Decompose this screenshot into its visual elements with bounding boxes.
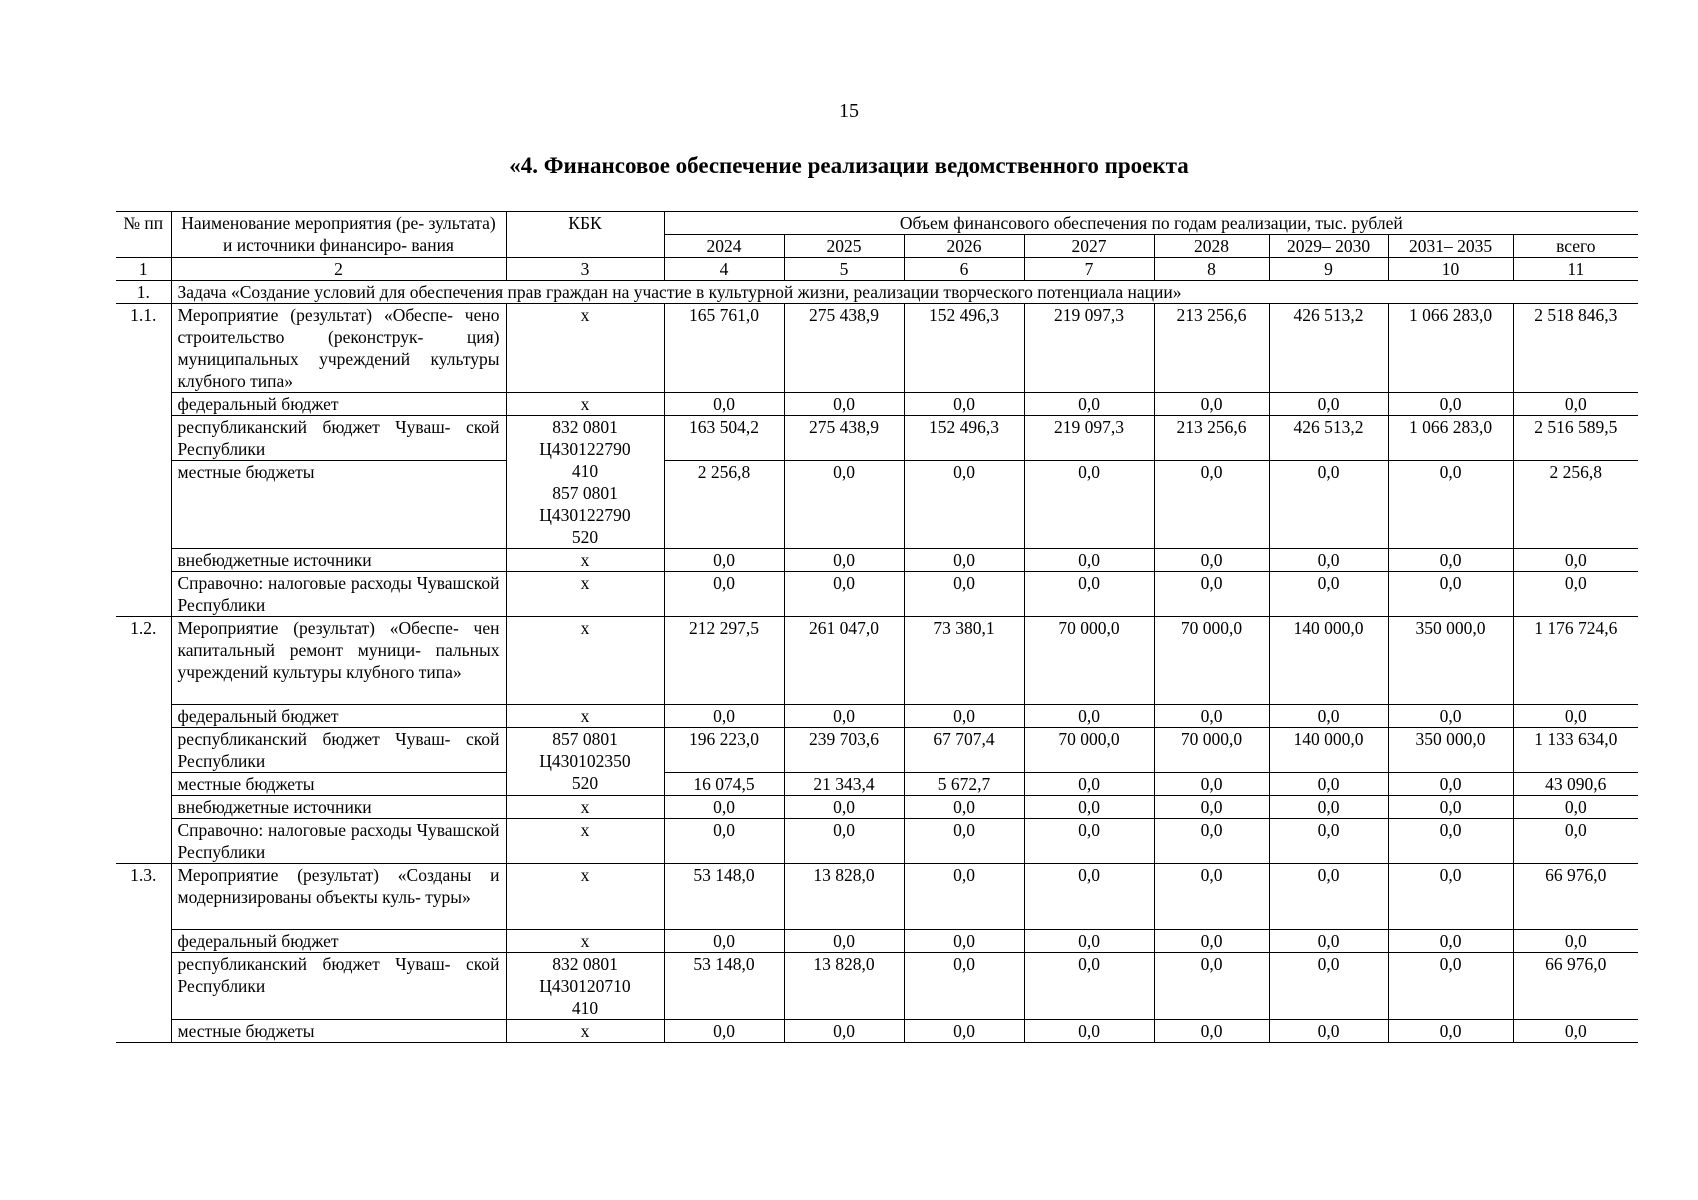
header-volume: Объем финансового обеспечения по годам реализации, тыс. рублей bbox=[664, 212, 1638, 235]
kbk-code: x bbox=[506, 796, 664, 819]
total-value: 1 176 724,6 bbox=[1513, 617, 1638, 705]
year-value: 0,0 bbox=[1269, 549, 1388, 572]
funding-source-row bbox=[116, 728, 1638, 773]
year-value: 0,0 bbox=[1269, 773, 1388, 796]
funding-source-row bbox=[116, 1020, 1638, 1043]
header-year: 2025 bbox=[784, 235, 904, 258]
year-value: 0,0 bbox=[784, 796, 904, 819]
column-numbers-row bbox=[116, 258, 1638, 281]
year-value: 0,0 bbox=[784, 393, 904, 416]
year-value: 0,0 bbox=[904, 1020, 1024, 1043]
year-value: 0,0 bbox=[1388, 549, 1513, 572]
year-value: 261 047,0 bbox=[784, 617, 904, 705]
kbk-code: x bbox=[506, 393, 664, 416]
year-value: 0,0 bbox=[1269, 1020, 1388, 1043]
year-value: 13 828,0 bbox=[784, 953, 904, 1020]
year-value: 0,0 bbox=[1024, 953, 1154, 1020]
funding-source-name: федеральный бюджет bbox=[171, 393, 506, 416]
year-value: 1 066 283,0 bbox=[1388, 304, 1513, 393]
year-value: 5 672,7 bbox=[904, 773, 1024, 796]
kbk-code: x bbox=[506, 549, 664, 572]
kbk-code: x bbox=[506, 705, 664, 728]
year-value: 70 000,0 bbox=[1024, 728, 1154, 773]
kbk-code-line: 410 bbox=[571, 998, 599, 1018]
column-number: 7 bbox=[1024, 258, 1154, 281]
task-text: Задача «Создание условий для обеспечения прав граждан на участие в культурной жизни, реализации творческого потенциала нации» bbox=[171, 281, 1638, 304]
year-value: 0,0 bbox=[1024, 705, 1154, 728]
year-value: 0,0 bbox=[784, 1020, 904, 1043]
year-value: 0,0 bbox=[904, 393, 1024, 416]
kbk-code-line: 832 0801 bbox=[552, 417, 618, 437]
year-value: 73 380,1 bbox=[904, 617, 1024, 705]
column-number: 9 bbox=[1269, 258, 1388, 281]
kbk-code-line: Ц430122790 bbox=[539, 505, 631, 525]
year-value: 16 074,5 bbox=[664, 773, 784, 796]
funding-source-name: республиканский бюджет Чуваш- ской Республики bbox=[171, 416, 506, 461]
year-value: 0,0 bbox=[1269, 705, 1388, 728]
year-value: 0,0 bbox=[904, 549, 1024, 572]
year-value: 140 000,0 bbox=[1269, 617, 1388, 705]
header-year: 2031– 2035 bbox=[1388, 235, 1513, 258]
header-year: 2029– 2030 bbox=[1269, 235, 1388, 258]
total-value: 0,0 bbox=[1513, 1020, 1638, 1043]
year-value: 0,0 bbox=[1388, 819, 1513, 864]
year-value: 0,0 bbox=[1154, 549, 1269, 572]
funding-source-name: Справочно: налоговые расходы Чувашской Республики bbox=[171, 572, 506, 617]
financing-table bbox=[116, 211, 1638, 1043]
year-value: 0,0 bbox=[1154, 864, 1269, 930]
total-value: 66 976,0 bbox=[1513, 864, 1638, 930]
year-value: 67 707,4 bbox=[904, 728, 1024, 773]
measure-row bbox=[116, 617, 1638, 705]
kbk-code bbox=[506, 416, 664, 549]
kbk-code-line: Ц430120710 bbox=[539, 976, 631, 996]
funding-source-name: местные бюджеты bbox=[171, 1020, 506, 1043]
year-value: 0,0 bbox=[664, 1020, 784, 1043]
column-number: 5 bbox=[784, 258, 904, 281]
year-value: 0,0 bbox=[784, 572, 904, 617]
kbk-code-line: 410 bbox=[571, 461, 599, 481]
kbk-code-line: 857 0801 bbox=[552, 729, 618, 749]
header-row bbox=[116, 212, 1638, 235]
funding-source-row bbox=[116, 549, 1638, 572]
total-value: 2 516 589,5 bbox=[1513, 416, 1638, 461]
funding-source-name: республиканский бюджет Чуваш- ской Республики bbox=[171, 728, 506, 773]
year-value: 0,0 bbox=[904, 705, 1024, 728]
year-value: 0,0 bbox=[664, 930, 784, 953]
header-year: 2024 bbox=[664, 235, 784, 258]
funding-source-name: местные бюджеты bbox=[171, 773, 506, 796]
column-number: 1 bbox=[116, 258, 171, 281]
year-value: 0,0 bbox=[1154, 461, 1269, 549]
funding-source-row bbox=[116, 930, 1638, 953]
total-value: 2 256,8 bbox=[1513, 461, 1638, 549]
total-value: 0,0 bbox=[1513, 705, 1638, 728]
year-value: 0,0 bbox=[1388, 461, 1513, 549]
total-value: 1 133 634,0 bbox=[1513, 728, 1638, 773]
column-number: 11 bbox=[1513, 258, 1638, 281]
funding-source-row bbox=[116, 819, 1638, 864]
year-value: 275 438,9 bbox=[784, 304, 904, 393]
measure-number: 1.1. bbox=[116, 304, 171, 617]
funding-source-row bbox=[116, 705, 1638, 728]
year-value: 0,0 bbox=[1154, 930, 1269, 953]
year-value: 0,0 bbox=[1269, 461, 1388, 549]
funding-source-name: федеральный бюджет bbox=[171, 930, 506, 953]
header-name: Наименование мероприятия (ре- зультата) и источники финансиро- вания bbox=[171, 212, 506, 258]
year-value: 0,0 bbox=[1388, 393, 1513, 416]
year-value: 0,0 bbox=[664, 796, 784, 819]
year-value: 0,0 bbox=[1388, 953, 1513, 1020]
measure-number: 1.3. bbox=[116, 864, 171, 1043]
year-value: 0,0 bbox=[1154, 773, 1269, 796]
total-value: 0,0 bbox=[1513, 549, 1638, 572]
year-value: 0,0 bbox=[664, 549, 784, 572]
total-value: 66 976,0 bbox=[1513, 953, 1638, 1020]
kbk-code-line: Ц430122790 bbox=[539, 439, 631, 459]
year-value: 239 703,6 bbox=[784, 728, 904, 773]
funding-source-row bbox=[116, 953, 1638, 1020]
year-value: 0,0 bbox=[1269, 819, 1388, 864]
year-value: 0,0 bbox=[1154, 572, 1269, 617]
funding-source-row bbox=[116, 796, 1638, 819]
year-value: 0,0 bbox=[1269, 393, 1388, 416]
measure-name: Мероприятие (результат) «Обеспе- чено строительство (реконструк- ция) муниципальных учреждений культуры клубного типа» bbox=[171, 304, 506, 393]
year-value: 2 256,8 bbox=[664, 461, 784, 549]
year-value: 140 000,0 bbox=[1269, 728, 1388, 773]
year-value: 0,0 bbox=[1154, 953, 1269, 1020]
year-value: 213 256,6 bbox=[1154, 304, 1269, 393]
year-value: 0,0 bbox=[1269, 796, 1388, 819]
year-value: 0,0 bbox=[1269, 953, 1388, 1020]
funding-source-name: Справочно: налоговые расходы Чувашской Республики bbox=[171, 819, 506, 864]
year-value: 0,0 bbox=[1388, 705, 1513, 728]
measure-row bbox=[116, 304, 1638, 393]
column-number: 3 bbox=[506, 258, 664, 281]
year-value: 0,0 bbox=[904, 930, 1024, 953]
measure-name: Мероприятие (результат) «Созданы и модернизированы объекты куль- туры» bbox=[171, 864, 506, 930]
year-value: 0,0 bbox=[784, 461, 904, 549]
kbk-code: x bbox=[506, 819, 664, 864]
header-year: 2026 bbox=[904, 235, 1024, 258]
header-year: 2028 bbox=[1154, 235, 1269, 258]
year-value: 0,0 bbox=[1154, 819, 1269, 864]
year-value: 0,0 bbox=[1154, 705, 1269, 728]
funding-source-name: местные бюджеты bbox=[171, 461, 506, 549]
year-value: 53 148,0 bbox=[664, 864, 784, 930]
year-value: 70 000,0 bbox=[1024, 617, 1154, 705]
year-value: 0,0 bbox=[1024, 549, 1154, 572]
year-value: 0,0 bbox=[1154, 796, 1269, 819]
year-value: 0,0 bbox=[1388, 572, 1513, 617]
year-value: 70 000,0 bbox=[1154, 728, 1269, 773]
total-value: 0,0 bbox=[1513, 572, 1638, 617]
kbk-code-line: Ц430102350 bbox=[539, 751, 631, 771]
year-value: 0,0 bbox=[664, 705, 784, 728]
year-value: 0,0 bbox=[1154, 393, 1269, 416]
year-value: 165 761,0 bbox=[664, 304, 784, 393]
total-value: 0,0 bbox=[1513, 796, 1638, 819]
year-value: 213 256,6 bbox=[1154, 416, 1269, 461]
year-value: 0,0 bbox=[1388, 796, 1513, 819]
kbk-code: x bbox=[506, 864, 664, 930]
year-value: 212 297,5 bbox=[664, 617, 784, 705]
year-value: 0,0 bbox=[1024, 864, 1154, 930]
year-value: 219 097,3 bbox=[1024, 416, 1154, 461]
year-value: 426 513,2 bbox=[1269, 416, 1388, 461]
column-number: 8 bbox=[1154, 258, 1269, 281]
total-value: 0,0 bbox=[1513, 393, 1638, 416]
year-value: 0,0 bbox=[1154, 1020, 1269, 1043]
kbk-code bbox=[506, 953, 664, 1020]
kbk-code: x bbox=[506, 930, 664, 953]
year-value: 0,0 bbox=[1388, 1020, 1513, 1043]
year-value: 0,0 bbox=[904, 819, 1024, 864]
year-value: 0,0 bbox=[1024, 461, 1154, 549]
funding-source-name: федеральный бюджет bbox=[171, 705, 506, 728]
measure-name: Мероприятие (результат) «Обеспе- чен капитальный ремонт муници- пальных учреждений культуры клубного типа» bbox=[171, 617, 506, 705]
year-value: 0,0 bbox=[1024, 773, 1154, 796]
year-value: 0,0 bbox=[1024, 796, 1154, 819]
header-kbk: КБК bbox=[506, 212, 664, 258]
year-value: 13 828,0 bbox=[784, 864, 904, 930]
year-value: 0,0 bbox=[1269, 864, 1388, 930]
task-number: 1. bbox=[116, 281, 171, 304]
year-value: 0,0 bbox=[904, 461, 1024, 549]
year-value: 0,0 bbox=[1024, 572, 1154, 617]
kbk-code-line: 857 0801 bbox=[552, 483, 618, 503]
year-value: 152 496,3 bbox=[904, 416, 1024, 461]
year-value: 0,0 bbox=[784, 549, 904, 572]
kbk-code-line: 520 bbox=[571, 527, 599, 547]
year-value: 219 097,3 bbox=[1024, 304, 1154, 393]
column-number: 2 bbox=[171, 258, 506, 281]
document-title: «4. Финансовое обеспечение реализации ведомственного проекта bbox=[509, 153, 1189, 178]
year-value: 152 496,3 bbox=[904, 304, 1024, 393]
year-value: 426 513,2 bbox=[1269, 304, 1388, 393]
year-value: 0,0 bbox=[1269, 930, 1388, 953]
year-value: 0,0 bbox=[1388, 864, 1513, 930]
header-year: 2027 bbox=[1024, 235, 1154, 258]
funding-source-row bbox=[116, 416, 1638, 461]
column-number: 4 bbox=[664, 258, 784, 281]
funding-source-row bbox=[116, 773, 1638, 796]
year-value: 0,0 bbox=[784, 819, 904, 864]
year-value: 0,0 bbox=[904, 864, 1024, 930]
kbk-code: x bbox=[506, 304, 664, 393]
total-value: 2 518 846,3 bbox=[1513, 304, 1638, 393]
funding-source-name: внебюджетные источники bbox=[171, 549, 506, 572]
measure-number: 1.2. bbox=[116, 617, 171, 864]
year-value: 0,0 bbox=[664, 572, 784, 617]
task-row bbox=[116, 281, 1638, 304]
kbk-code: x bbox=[506, 572, 664, 617]
year-value: 0,0 bbox=[1388, 773, 1513, 796]
funding-source-row bbox=[116, 393, 1638, 416]
header-total: всего bbox=[1513, 235, 1638, 258]
year-value: 0,0 bbox=[1024, 930, 1154, 953]
year-value: 0,0 bbox=[1024, 819, 1154, 864]
year-value: 275 438,9 bbox=[784, 416, 904, 461]
total-value: 0,0 bbox=[1513, 819, 1638, 864]
year-value: 163 504,2 bbox=[664, 416, 784, 461]
year-value: 0,0 bbox=[784, 705, 904, 728]
funding-source-row bbox=[116, 461, 1638, 549]
kbk-code-line: 520 bbox=[571, 773, 599, 793]
year-value: 0,0 bbox=[1269, 572, 1388, 617]
year-value: 196 223,0 bbox=[664, 728, 784, 773]
year-value: 0,0 bbox=[1024, 1020, 1154, 1043]
kbk-code: x bbox=[506, 617, 664, 705]
measure-row bbox=[116, 864, 1638, 930]
kbk-code-line: 832 0801 bbox=[552, 954, 618, 974]
year-value: 21 343,4 bbox=[784, 773, 904, 796]
year-value: 0,0 bbox=[784, 930, 904, 953]
total-value: 0,0 bbox=[1513, 930, 1638, 953]
kbk-code: x bbox=[506, 1020, 664, 1043]
total-value: 43 090,6 bbox=[1513, 773, 1638, 796]
kbk-code bbox=[506, 728, 664, 796]
year-value: 0,0 bbox=[1388, 930, 1513, 953]
year-value: 0,0 bbox=[1024, 393, 1154, 416]
funding-source-row bbox=[116, 572, 1638, 617]
year-value: 0,0 bbox=[664, 393, 784, 416]
year-value: 0,0 bbox=[904, 572, 1024, 617]
year-value: 0,0 bbox=[904, 796, 1024, 819]
funding-source-name: республиканский бюджет Чуваш- ской Республики bbox=[171, 953, 506, 1020]
funding-source-name: внебюджетные источники bbox=[171, 796, 506, 819]
year-value: 53 148,0 bbox=[664, 953, 784, 1020]
year-value: 70 000,0 bbox=[1154, 617, 1269, 705]
year-value: 1 066 283,0 bbox=[1388, 416, 1513, 461]
header-no: № пп bbox=[116, 212, 171, 258]
year-value: 350 000,0 bbox=[1388, 728, 1513, 773]
year-value: 350 000,0 bbox=[1388, 617, 1513, 705]
year-value: 0,0 bbox=[904, 953, 1024, 1020]
year-value: 0,0 bbox=[664, 819, 784, 864]
column-number: 10 bbox=[1388, 258, 1513, 281]
page-number: 15 bbox=[839, 100, 859, 122]
column-number: 6 bbox=[904, 258, 1024, 281]
